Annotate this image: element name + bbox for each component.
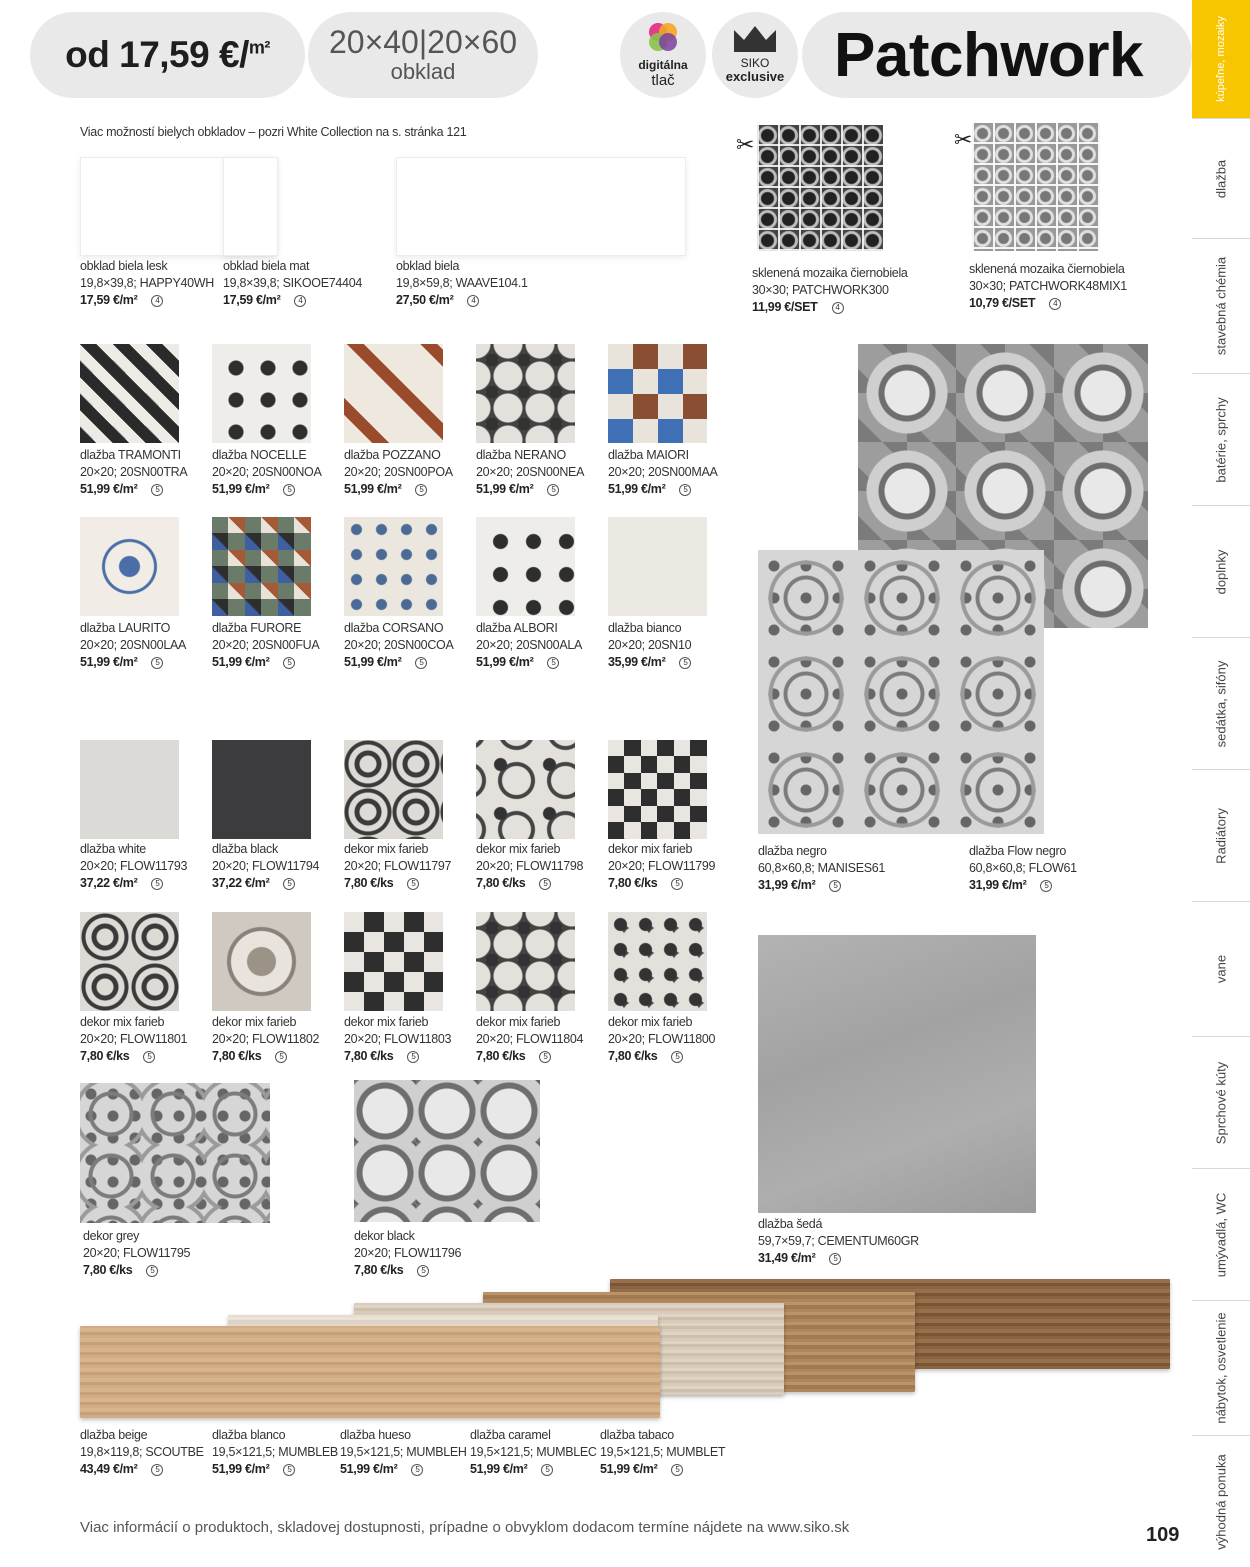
product-price-row bbox=[354, 1262, 461, 1279]
product-name: dlažba NOCELLE bbox=[212, 448, 307, 462]
product-price-row bbox=[969, 295, 1127, 312]
product-price-row bbox=[212, 654, 319, 671]
product-name: dlažba blanco bbox=[212, 1428, 286, 1442]
tile-swatch bbox=[608, 344, 707, 443]
product-name: dlažba hueso bbox=[340, 1428, 411, 1442]
page-title: Patchwork bbox=[834, 20, 1144, 90]
availability-icon: 5 bbox=[671, 878, 683, 890]
nav-label: Sprchové kúty bbox=[1213, 1061, 1229, 1144]
product-price-row bbox=[476, 1048, 583, 1065]
product-name: dekor black bbox=[354, 1229, 415, 1243]
availability-icon: 5 bbox=[679, 657, 691, 669]
availability-icon: 5 bbox=[417, 1265, 429, 1277]
badge-siko-line2: exclusive bbox=[725, 69, 785, 84]
tile-swatch bbox=[396, 157, 686, 256]
price-pill bbox=[30, 12, 305, 98]
nav-item-dlazba[interactable] bbox=[1192, 118, 1250, 238]
tile-swatch bbox=[223, 157, 278, 256]
scissors-icon: ✂ bbox=[736, 132, 755, 157]
availability-icon: 5 bbox=[283, 1464, 295, 1476]
availability-icon: 5 bbox=[151, 1464, 163, 1476]
product-name: dlažba beige bbox=[80, 1428, 148, 1442]
product-caption bbox=[354, 1228, 461, 1279]
crown-icon bbox=[732, 24, 778, 54]
product-price: 7,80 €/ks bbox=[344, 876, 394, 890]
product-caption bbox=[80, 1427, 204, 1478]
product-name: dekor mix farieb bbox=[80, 1015, 165, 1029]
product-price-row bbox=[600, 1461, 725, 1478]
nav-label: dlažba bbox=[1213, 159, 1229, 198]
product-price: 51,99 €/m² bbox=[344, 482, 402, 496]
product-caption bbox=[608, 447, 718, 498]
product-spec: 59,7×59,7; CEMENTUM60GR bbox=[758, 1234, 919, 1248]
product-spec: 20×20; FLOW11794 bbox=[212, 859, 320, 873]
product-caption bbox=[758, 843, 885, 894]
nav-label: Radiátory bbox=[1213, 807, 1229, 864]
mosaic-swatch bbox=[972, 123, 1100, 251]
product-spec: 20×20; 20SN00NOA bbox=[212, 465, 322, 479]
product-name: dlažba FURORE bbox=[212, 621, 302, 635]
product-price: 7,80 €/ks bbox=[212, 1049, 262, 1063]
product-price: 51,99 €/m² bbox=[344, 655, 402, 669]
product-price-row bbox=[752, 299, 908, 316]
product-name: dlažba NERANO bbox=[476, 448, 566, 462]
product-spec: 20×20; FLOW11796 bbox=[354, 1246, 462, 1260]
availability-icon: 4 bbox=[151, 295, 163, 307]
product-price-row bbox=[344, 875, 451, 892]
tile-swatch bbox=[212, 740, 311, 839]
product-price: 7,80 €/ks bbox=[80, 1049, 130, 1063]
product-name: dekor mix farieb bbox=[344, 1015, 429, 1029]
product-price-row bbox=[80, 1048, 187, 1065]
white-collection-note: Viac možností bielych obkladov – pozri White Collection na s. stránka 121 bbox=[80, 125, 467, 139]
product-spec: 20×20; FLOW11801 bbox=[80, 1032, 188, 1046]
product-caption bbox=[212, 1014, 319, 1065]
product-name: dekor mix farieb bbox=[476, 1015, 561, 1029]
product-price: 51,99 €/m² bbox=[608, 482, 666, 496]
product-price-row bbox=[80, 654, 186, 671]
product-price: 51,99 €/m² bbox=[212, 1462, 270, 1476]
product-name: obklad biela mat bbox=[223, 259, 310, 273]
availability-icon: 5 bbox=[415, 657, 427, 669]
product-price-row bbox=[344, 654, 454, 671]
availability-icon: 5 bbox=[151, 484, 163, 496]
availability-icon: 5 bbox=[275, 1051, 287, 1063]
product-price: 31,99 €/m² bbox=[758, 878, 816, 892]
product-caption bbox=[344, 620, 454, 671]
product-caption bbox=[80, 620, 186, 671]
product-caption bbox=[83, 1228, 190, 1279]
product-spec: 20×20; FLOW11802 bbox=[212, 1032, 320, 1046]
product-price-row bbox=[608, 1048, 715, 1065]
product-caption bbox=[969, 261, 1127, 312]
product-price-row bbox=[476, 654, 582, 671]
product-price: 7,80 €/ks bbox=[354, 1263, 404, 1277]
product-name: dlažba TRAMONTI bbox=[80, 448, 181, 462]
product-name: dlažba CORSANO bbox=[344, 621, 444, 635]
product-caption bbox=[396, 258, 528, 309]
product-price-row bbox=[608, 481, 718, 498]
product-caption bbox=[340, 1427, 467, 1478]
product-spec: 20×20; FLOW11797 bbox=[344, 859, 452, 873]
product-spec: 20×20; FLOW11800 bbox=[608, 1032, 716, 1046]
tile-swatch bbox=[354, 1080, 540, 1222]
product-price: 10,79 €/SET bbox=[969, 296, 1036, 310]
product-caption bbox=[608, 1014, 715, 1065]
tile-swatch bbox=[80, 517, 179, 616]
product-price-row bbox=[212, 1461, 338, 1478]
product-price: 7,80 €/ks bbox=[476, 876, 526, 890]
product-price: 17,59 €/m² bbox=[223, 293, 281, 307]
product-price-row bbox=[476, 875, 583, 892]
product-price: 7,80 €/ks bbox=[608, 1049, 658, 1063]
product-spec: 60,8×60,8; MANISES61 bbox=[758, 861, 886, 875]
product-caption bbox=[80, 258, 214, 309]
tile-swatch bbox=[80, 740, 179, 839]
product-price-row bbox=[83, 1262, 190, 1279]
availability-icon: 5 bbox=[671, 1464, 683, 1476]
product-price-row bbox=[80, 481, 187, 498]
availability-icon: 5 bbox=[411, 1464, 423, 1476]
tile-swatch bbox=[476, 912, 575, 1011]
product-name: dlažba ALBORI bbox=[476, 621, 558, 635]
product-price: 51,99 €/m² bbox=[470, 1462, 528, 1476]
tile-swatch bbox=[476, 517, 575, 616]
nav-label: výhodná ponuka bbox=[1213, 1453, 1229, 1550]
product-caption bbox=[476, 620, 582, 671]
product-name: obklad biela bbox=[396, 259, 460, 273]
availability-icon: 5 bbox=[283, 484, 295, 496]
product-name: dlažba white bbox=[80, 842, 146, 856]
availability-icon: 5 bbox=[407, 1051, 419, 1063]
product-caption bbox=[608, 841, 715, 892]
product-name: dekor mix farieb bbox=[476, 842, 561, 856]
badge-digital-line2: tlač bbox=[651, 72, 675, 89]
product-price: 31,49 €/m² bbox=[758, 1251, 816, 1265]
product-price-row bbox=[212, 1048, 319, 1065]
product-spec: 60,8×60,8; FLOW61 bbox=[969, 861, 1077, 875]
product-caption bbox=[212, 841, 319, 892]
product-caption bbox=[470, 1427, 597, 1478]
product-caption bbox=[80, 841, 187, 892]
product-name: dlažba caramel bbox=[470, 1428, 551, 1442]
tile-swatch bbox=[80, 1083, 270, 1223]
product-price: 31,99 €/m² bbox=[969, 878, 1027, 892]
product-price: 51,99 €/m² bbox=[212, 482, 270, 496]
product-price-row bbox=[80, 875, 187, 892]
product-price-row bbox=[969, 877, 1077, 894]
product-spec: 20×20; FLOW11803 bbox=[344, 1032, 452, 1046]
availability-icon: 5 bbox=[539, 878, 551, 890]
nav-item-kupelne[interactable] bbox=[1192, 0, 1250, 118]
product-name: dekor grey bbox=[83, 1229, 140, 1243]
availability-icon: 4 bbox=[467, 295, 479, 307]
nav-label: vane bbox=[1213, 954, 1229, 984]
product-price-row bbox=[476, 481, 584, 498]
product-price-row bbox=[80, 292, 214, 309]
product-price-row bbox=[80, 1461, 204, 1478]
product-caption bbox=[476, 841, 583, 892]
footer-info: Viac informácií o produktoch, skladovej dostupnosti, prípadne o obvyklom dodacom termíne nájdete na www.siko.sk bbox=[80, 1519, 850, 1536]
availability-icon: 5 bbox=[415, 484, 427, 496]
nav-item-vane[interactable] bbox=[1192, 901, 1250, 1036]
nav-item-vyhodna-ponuka[interactable] bbox=[1192, 1435, 1250, 1567]
tile-swatch bbox=[344, 344, 443, 443]
product-caption bbox=[212, 447, 322, 498]
product-spec: 20×20; 20SN00MAA bbox=[608, 465, 718, 479]
product-price-row bbox=[212, 875, 319, 892]
product-spec: 19,5×121,5; MUMBLEC bbox=[470, 1445, 597, 1459]
availability-icon: 4 bbox=[1049, 298, 1061, 310]
mosaic-swatch bbox=[757, 125, 883, 251]
product-price-row bbox=[758, 877, 885, 894]
tile-swatch bbox=[758, 935, 1036, 1213]
product-spec: 20×20; FLOW11798 bbox=[476, 859, 584, 873]
product-price: 11,99 €/SET bbox=[752, 300, 818, 314]
product-price-row bbox=[212, 481, 322, 498]
page-number: 109 bbox=[1146, 1524, 1180, 1546]
product-spec: 19,8×119,8; SCOUTBE bbox=[80, 1445, 204, 1459]
product-price-row bbox=[608, 875, 715, 892]
product-price: 7,80 €/ks bbox=[83, 1263, 133, 1277]
product-name: dekor mix farieb bbox=[608, 842, 693, 856]
nav-label: sedátka, sifóny bbox=[1213, 660, 1229, 747]
product-price: 51,99 €/m² bbox=[476, 655, 534, 669]
product-caption bbox=[608, 620, 691, 671]
nav-label: stavebná chémia bbox=[1213, 256, 1229, 356]
product-spec: 20×20; FLOW11799 bbox=[608, 859, 716, 873]
product-price-row bbox=[344, 1048, 451, 1065]
availability-icon: 5 bbox=[1040, 880, 1052, 892]
product-caption bbox=[212, 620, 319, 671]
nav-label: doplnky bbox=[1213, 549, 1229, 594]
tile-swatch bbox=[80, 912, 179, 1011]
product-price: 7,80 €/ks bbox=[344, 1049, 394, 1063]
product-name: dlažba Flow negro bbox=[969, 844, 1067, 858]
product-price: 7,80 €/ks bbox=[476, 1049, 526, 1063]
nav-label: umývadlá, WC bbox=[1213, 1192, 1229, 1277]
product-price-row bbox=[223, 292, 362, 309]
product-caption bbox=[212, 1427, 338, 1478]
availability-icon: 5 bbox=[143, 1051, 155, 1063]
product-caption bbox=[969, 843, 1077, 894]
nav-label: kúpeľne, mozaiky bbox=[1215, 16, 1227, 102]
product-spec: 19,8×59,8; WAAVE104.1 bbox=[396, 276, 528, 290]
product-caption bbox=[758, 1216, 919, 1267]
product-spec: 20×20; 20SN00POA bbox=[344, 465, 453, 479]
tile-swatch bbox=[608, 912, 707, 1011]
tile-swatch bbox=[476, 740, 575, 839]
availability-icon: 5 bbox=[146, 1265, 158, 1277]
product-spec: 20×20; 20SN00LAA bbox=[80, 638, 187, 652]
nav-item-umyvadla[interactable] bbox=[1192, 1168, 1250, 1300]
color-print-icon bbox=[643, 18, 683, 58]
product-price: 37,22 €/m² bbox=[212, 876, 270, 890]
title-pill bbox=[802, 12, 1192, 98]
product-price: 7,80 €/ks bbox=[608, 876, 658, 890]
nav-item-radiatory[interactable] bbox=[1192, 769, 1250, 901]
product-spec: 19,8×39,8; SIKOOE74404 bbox=[223, 276, 362, 290]
product-price-row bbox=[758, 1250, 919, 1267]
product-spec: 20×20; FLOW11793 bbox=[80, 859, 188, 873]
product-spec: 19,5×121,5; MUMBLEH bbox=[340, 1445, 467, 1459]
product-caption bbox=[344, 841, 451, 892]
availability-icon: 4 bbox=[832, 302, 844, 314]
product-price-row bbox=[344, 481, 453, 498]
wood-plank-swatch bbox=[80, 1326, 660, 1418]
product-price-row bbox=[608, 654, 691, 671]
product-caption bbox=[80, 447, 187, 498]
product-price: 51,99 €/m² bbox=[212, 655, 270, 669]
product-type: obklad bbox=[390, 59, 456, 84]
availability-icon: 5 bbox=[547, 657, 559, 669]
siko-exclusive-badge bbox=[712, 12, 798, 98]
availability-icon: 5 bbox=[671, 1051, 683, 1063]
product-name: dlažba MAIORI bbox=[608, 448, 689, 462]
product-caption bbox=[476, 1014, 583, 1065]
price-from: od 17,59 €/$^{m^2}$ bbox=[65, 34, 270, 75]
tile-swatch bbox=[212, 344, 311, 443]
product-name: dlažba tabaco bbox=[600, 1428, 674, 1442]
product-price: 35,99 €/m² bbox=[608, 655, 666, 669]
product-name: dlažba LAURITO bbox=[80, 621, 171, 635]
product-price-row bbox=[340, 1461, 467, 1478]
product-price: 51,99 €/m² bbox=[80, 482, 138, 496]
nav-item-baterie[interactable] bbox=[1192, 373, 1250, 505]
scissors-icon: ✂ bbox=[954, 127, 973, 152]
size-pill bbox=[308, 12, 538, 98]
product-caption bbox=[344, 1014, 451, 1065]
product-caption bbox=[344, 447, 453, 498]
product-price-row bbox=[470, 1461, 597, 1478]
product-spec: 19,5×121,5; MUMBLEB bbox=[212, 1445, 338, 1459]
tile-swatch bbox=[608, 740, 707, 839]
availability-icon: 5 bbox=[151, 878, 163, 890]
product-caption bbox=[223, 258, 362, 309]
availability-icon: 5 bbox=[541, 1464, 553, 1476]
product-price: 51,99 €/m² bbox=[340, 1462, 398, 1476]
availability-icon: 5 bbox=[283, 878, 295, 890]
nav-item-sprchove-kuty[interactable] bbox=[1192, 1036, 1250, 1168]
tile-swatch bbox=[344, 912, 443, 1011]
nav-label: batérie, sprchy bbox=[1213, 396, 1229, 483]
availability-icon: 5 bbox=[151, 657, 163, 669]
tile-swatch bbox=[758, 550, 1044, 834]
product-spec: 30×30; PATCHWORK48MIX1 bbox=[969, 279, 1127, 293]
availability-icon: 4 bbox=[294, 295, 306, 307]
product-caption bbox=[600, 1427, 725, 1478]
product-spec: 19,8×39,8; HAPPY40WH bbox=[80, 276, 215, 290]
product-spec: 20×20; FLOW11795 bbox=[83, 1246, 191, 1260]
nav-label: nábytok, osvetlenie bbox=[1213, 1312, 1229, 1424]
nav-item-stavebna-chemia[interactable] bbox=[1192, 238, 1250, 373]
nav-item-doplnky[interactable] bbox=[1192, 505, 1250, 637]
tile-swatch bbox=[608, 517, 707, 616]
availability-icon: 5 bbox=[283, 657, 295, 669]
product-name: dekor mix farieb bbox=[344, 842, 429, 856]
product-name: dlažba šedá bbox=[758, 1217, 823, 1231]
product-spec: 20×20; 20SN00NEA bbox=[476, 465, 585, 479]
product-price: 27,50 €/m² bbox=[396, 293, 454, 307]
availability-icon: 5 bbox=[829, 1253, 841, 1265]
digital-print-badge bbox=[620, 12, 706, 98]
tile-swatch bbox=[80, 344, 179, 443]
product-name: sklenená mozaika čiernobiela bbox=[969, 262, 1125, 276]
product-name: dekor mix farieb bbox=[608, 1015, 693, 1029]
tile-swatch bbox=[212, 517, 311, 616]
product-spec: 30×30; PATCHWORK300 bbox=[752, 283, 889, 297]
product-name: obklad biela lesk bbox=[80, 259, 168, 273]
product-spec: 20×20; 20SN00FUA bbox=[212, 638, 320, 652]
product-price: 17,59 €/m² bbox=[80, 293, 138, 307]
size-list: 20×40|20×60 bbox=[328, 24, 518, 60]
product-spec: 20×20; FLOW11804 bbox=[476, 1032, 584, 1046]
badge-digital-line1: digitálna bbox=[638, 58, 688, 72]
product-name: dlažba bianco bbox=[608, 621, 682, 635]
availability-icon: 5 bbox=[407, 878, 419, 890]
product-spec: 20×20; 20SN00ALA bbox=[476, 638, 583, 652]
product-spec: 20×20; 20SN10 bbox=[608, 638, 692, 652]
product-spec: 20×20; 20SN00COA bbox=[344, 638, 454, 652]
availability-icon: 5 bbox=[679, 484, 691, 496]
product-price: 37,22 €/m² bbox=[80, 876, 138, 890]
product-price: 51,99 €/m² bbox=[80, 655, 138, 669]
product-spec: 19,5×121,5; MUMBLET bbox=[600, 1445, 726, 1459]
tile-swatch bbox=[344, 740, 443, 839]
product-spec: 20×20; 20SN00TRA bbox=[80, 465, 188, 479]
availability-icon: 5 bbox=[829, 880, 841, 892]
product-price: 43,49 €/m² bbox=[80, 1462, 138, 1476]
product-price: 51,99 €/m² bbox=[600, 1462, 658, 1476]
product-name: dlažba black bbox=[212, 842, 278, 856]
nav-item-sedatka[interactable] bbox=[1192, 637, 1250, 769]
tile-swatch bbox=[212, 912, 311, 1011]
product-name: dlažba POZZANO bbox=[344, 448, 441, 462]
availability-icon: 5 bbox=[547, 484, 559, 496]
badge-siko-line1: SIKO bbox=[740, 56, 770, 70]
product-name: dlažba negro bbox=[758, 844, 827, 858]
product-caption bbox=[80, 1014, 187, 1065]
tile-swatch bbox=[476, 344, 575, 443]
product-name: dekor mix farieb bbox=[212, 1015, 297, 1029]
category-sidebar bbox=[1192, 0, 1250, 1567]
product-caption bbox=[752, 265, 908, 316]
product-name: sklenená mozaika čiernobiela bbox=[752, 266, 908, 280]
product-price: 51,99 €/m² bbox=[476, 482, 534, 496]
availability-icon: 5 bbox=[539, 1051, 551, 1063]
tile-swatch bbox=[344, 517, 443, 616]
nav-item-nabytok[interactable] bbox=[1192, 1300, 1250, 1435]
product-price-row bbox=[396, 292, 528, 309]
product-caption bbox=[476, 447, 584, 498]
